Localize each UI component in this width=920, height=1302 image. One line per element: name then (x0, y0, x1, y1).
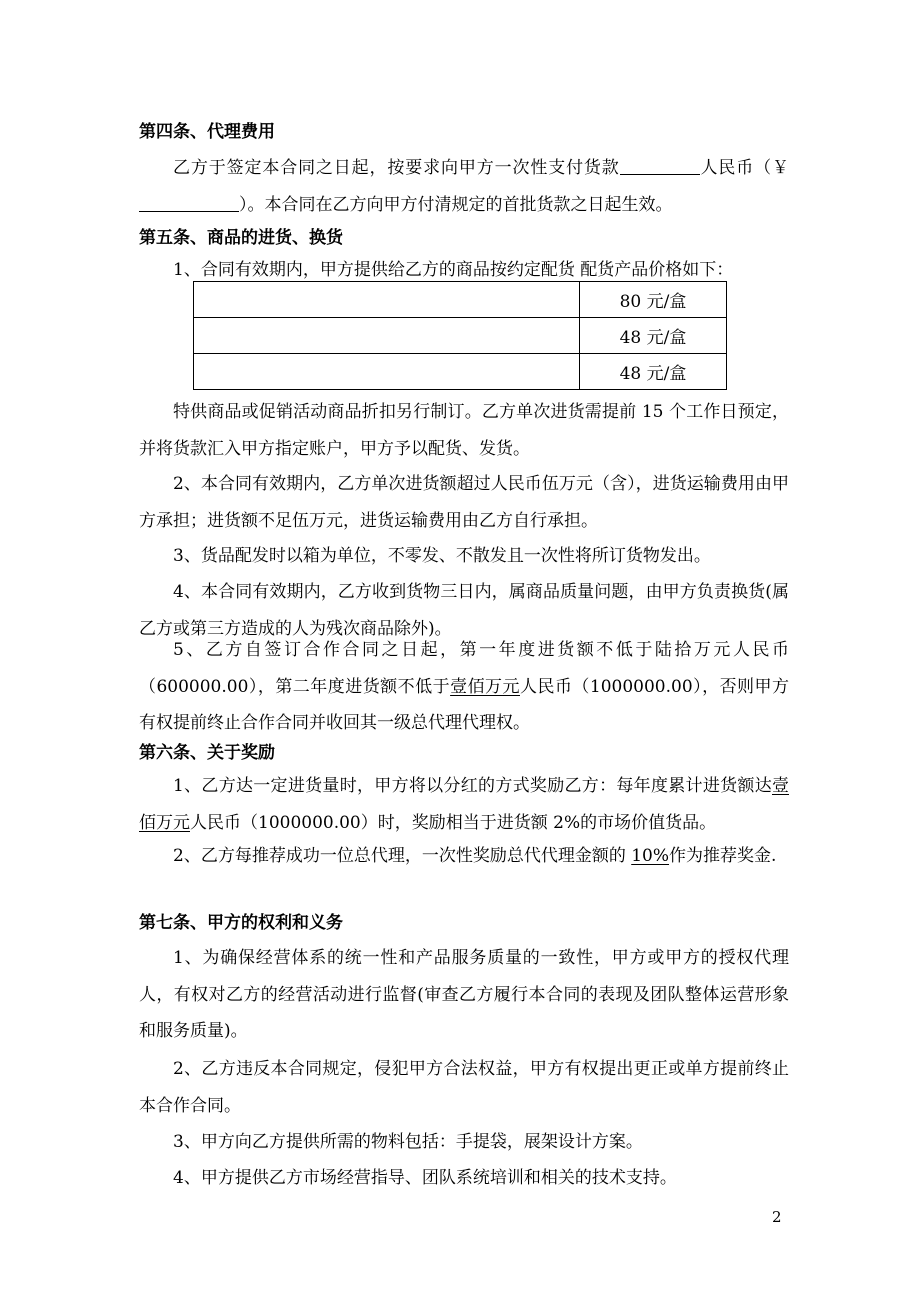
price-cell: 48 元/盒 (580, 318, 727, 354)
paragraph-shipping-cost: 2、本合同有效期内，乙方单次进货额超过人民币伍万元（含），进货运输费用由甲方承担；进货额不足伍万元，进货运输费用由乙方自行承担。 (139, 474, 789, 531)
paragraph-exchange: 4、本合同有效期内，乙方收到货物三日内，属商品质量问题，由甲方负责换货(属乙方或第三方造成的人为残次商品除外)。 (139, 582, 789, 639)
price-cell: 80 元/盒 (580, 282, 727, 318)
paragraph-materials: 3、甲方向乙方提供所需的物料包括：手提袋，展架设计方案。 (173, 1132, 643, 1152)
paragraph-payment: 乙方于签定本合同之日起，按要求向甲方一次性支付货款 人民币（￥）。本合同在乙方向甲方付清规定的首批货款之日起生效。 (139, 150, 789, 223)
payment-amount-blank (620, 157, 700, 175)
section-heading-6: 第六条、关于奖励 (139, 743, 275, 763)
paragraph-supply: 1、合同有效期内，甲方提供给乙方的商品按约定配货 配货产品价格如下： (173, 260, 734, 280)
table-row (194, 354, 727, 390)
product-name-cell (194, 282, 580, 318)
table-row (194, 318, 727, 354)
section-heading-4: 第四条、代理费用 (139, 122, 275, 142)
price-cell: 48 元/盒 (580, 354, 727, 390)
section-heading-5: 第五条、商品的进货、换货 (139, 228, 343, 248)
paragraph-shipping-unit: 3、货品配发时以箱为单位，不零发、不散发且一次性将所订货物发出。 (173, 546, 711, 566)
product-name-cell (194, 318, 580, 354)
paragraph-supervision: 1、为确保经营体系的统一性和产品服务质量的一致性，甲方或甲方的授权代理人，有权对乙方的经营活动进行监督(审查乙方履行本合同的表现及团队整体运营形象和服务质量)。 (139, 948, 789, 1041)
section-heading-7: 第七条、甲方的权利和义务 (139, 913, 343, 933)
page-number: 2 (772, 1208, 782, 1226)
payment-rmb-blank (139, 194, 239, 212)
table-row (194, 282, 727, 318)
paragraph-support: 4、甲方提供乙方市场经营指导、团队系统培训和相关的技术支持。 (173, 1168, 677, 1188)
paragraph-termination: 2、乙方违反本合同规定，侵犯甲方合法权益，甲方有权提出更正或单方提前终止本合作合同。 (139, 1059, 789, 1116)
paragraph-referral: 2、乙方每推荐成功一位总代理，一次性奖励总代代理金额的 10%作为推荐奖金. (173, 846, 777, 866)
paragraph-annual-target: 5、乙方自签订合作合同之日起，第一年度进货额不低于陆拾万元人民币（600000.00），第二年度进货额不低于壹佰万元人民币（1000000.00），否则甲方有权提前终止合作合同并收回其一级总代理代理权。 (139, 640, 790, 733)
paragraph-special-goods: 特供商品或促销活动商品折扣另行制订。乙方单次进货需提前 15 个工作日预定，并将货款汇入甲方指定账户，甲方予以配货、发货。 (139, 402, 789, 459)
paragraph-bonus: 1、乙方达一定进货量时，甲方将以分红的方式奖励乙方：每年度累计进货额达壹佰万元人民币（1000000.00）时，奖励相当于进货额 2%的市场价值货品。 (139, 776, 789, 833)
price-table (193, 281, 727, 390)
product-name-cell (194, 354, 580, 390)
